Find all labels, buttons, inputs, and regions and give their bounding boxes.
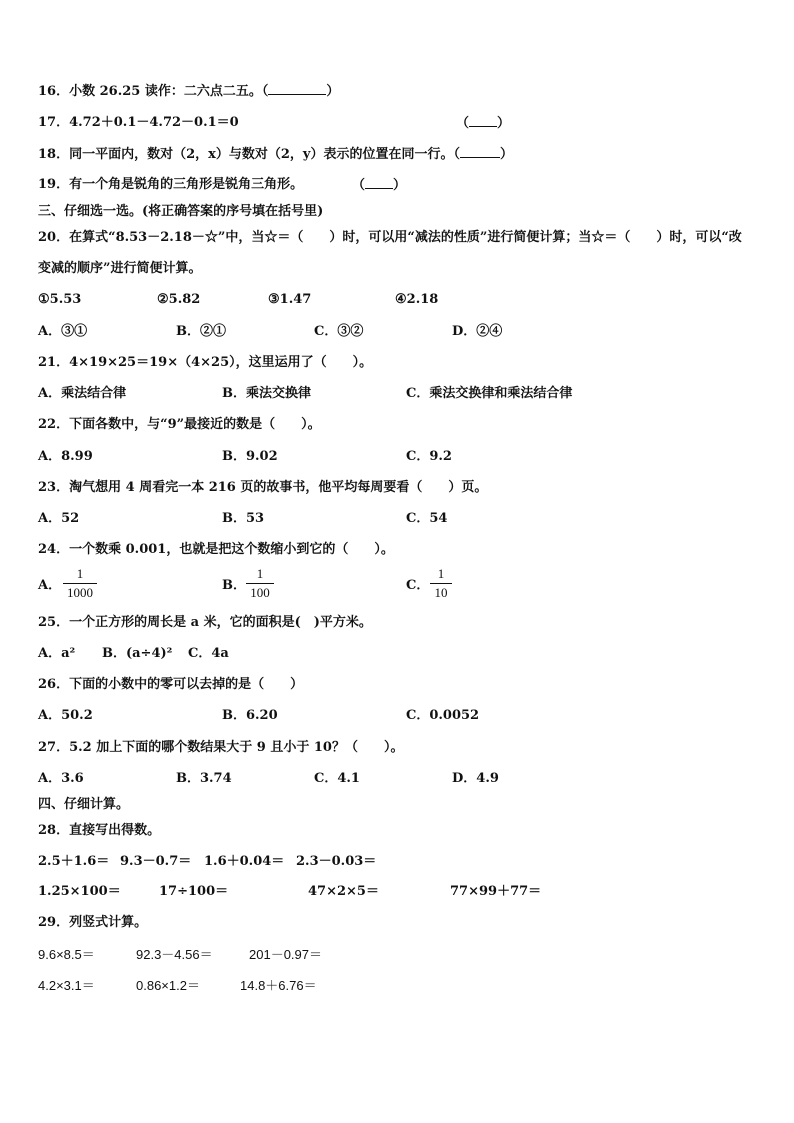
question-21-option-c[interactable]: C．乘法交换律和乘法结合律 (406, 386, 573, 401)
question-26-option-a[interactable]: A．50.2 (38, 708, 93, 723)
question-26-option-c[interactable]: C．0.0052 (406, 708, 480, 723)
question-20-option-d[interactable]: D．②④ (452, 324, 503, 339)
question-17-bracket: （ ） (456, 116, 511, 131)
vertical-calc-item: 4.2×3.1＝ (38, 978, 95, 993)
calc-item: 47×2×5＝ (308, 884, 379, 899)
question-27-option-c[interactable]: C．4.1 (314, 771, 360, 786)
question-20-item-1: ①5.53 (38, 292, 82, 307)
question-24-option-b-label[interactable]: B． (222, 578, 246, 593)
question-20-line-2: 变减的顺序”进行简便计算。 (38, 261, 202, 276)
question-27-option-b[interactable]: B．3.74 (176, 771, 232, 786)
vertical-calc-item: 0.86×1.2＝ (136, 978, 200, 993)
question-20-option-c[interactable]: C．③② (314, 324, 364, 339)
question-20-item-2: ②5.82 (157, 292, 201, 307)
question-20-option-b[interactable]: B．②① (176, 324, 226, 339)
section-3-heading: 三、仔细选一选。(将正确答案的序号填在括号里) (38, 204, 324, 219)
question-27: 27．5.2 加上下面的哪个数结果大于 9 且小于 10？（ ）。 (38, 740, 404, 755)
question-22: 22．下面各数中，与“9”最接近的数是（ ）。 (38, 417, 321, 432)
fraction-1-100: 1 100 (246, 566, 274, 601)
question-24: 24．一个数乘 0.001，也就是把这个数缩小到它的（ ）。 (38, 542, 394, 557)
question-24-option-a-label[interactable]: A． (38, 578, 62, 593)
question-23-option-c[interactable]: C．54 (406, 511, 448, 526)
question-19: 19．有一个角是锐角的三角形是锐角三角形。 (38, 177, 304, 192)
question-19-bracket: （ ） (352, 178, 407, 193)
fraction-bar (246, 583, 274, 584)
question-21-option-b[interactable]: B．乘法交换律 (222, 386, 311, 401)
section-4-heading: 四、仔细计算。 (38, 797, 130, 812)
fraction-1-10: 1 10 (430, 566, 452, 601)
question-26: 26．下面的小数中的零可以去掉的是（ ） (38, 677, 304, 692)
question-27-option-a[interactable]: A．3.6 (38, 771, 84, 786)
question-21-option-a[interactable]: A．乘法结合律 (38, 386, 127, 401)
calc-item: 1.25×100＝ (38, 884, 121, 899)
question-17: 17．4.72＋0.1－4.72－0.1＝0 (38, 115, 239, 130)
question-28: 28．直接写出得数。 (38, 823, 161, 838)
fraction-bar (430, 583, 452, 584)
vertical-calc-item: 92.3－4.56＝ (136, 947, 213, 962)
question-25: 25．一个正方形的周长是 a 米，它的面积是( )平方米。 (38, 615, 372, 630)
calc-item: 2.3－0.03＝ (296, 854, 377, 869)
question-21: 21．4×19×25＝19×（4×25），这里运用了（ ）。 (38, 355, 373, 370)
question-20-line-1: 20．在算式“8.53－2.18－☆”中，当☆＝（ ）时，可以用“减法的性质”进行简便计算；当☆＝（ ）时，可以“改 (38, 230, 742, 245)
answer-blank[interactable] (365, 176, 393, 189)
question-25-option-a[interactable]: A．a² (38, 646, 76, 661)
vertical-calc-item: 201－0.97＝ (249, 947, 322, 962)
question-24-option-c-label[interactable]: C． (406, 578, 430, 593)
question-25-option-b[interactable]: B．(a÷4)² (102, 646, 173, 661)
vertical-calc-item: 14.8＋6.76＝ (240, 978, 317, 993)
answer-blank[interactable] (460, 145, 500, 158)
question-27-option-d[interactable]: D．4.9 (452, 771, 499, 786)
calc-item: 77×99＋77＝ (450, 884, 542, 899)
question-18: 18．同一平面内，数对（2，x）与数对（2，y）表示的位置在同一行。（ ） (38, 147, 514, 162)
question-23-option-a[interactable]: A．52 (38, 511, 80, 526)
calc-item: 2.5＋1.6＝ (38, 854, 110, 869)
answer-blank[interactable] (469, 114, 497, 127)
question-29: 29．列竖式计算。 (38, 915, 148, 930)
question-25-option-c[interactable]: C．4a (188, 646, 229, 661)
question-23-option-b[interactable]: B．53 (222, 511, 265, 526)
vertical-calc-item: 9.6×8.5＝ (38, 947, 95, 962)
calc-item: 1.6＋0.04＝ (204, 854, 285, 869)
question-22-option-c[interactable]: C．9.2 (406, 449, 452, 464)
question-26-option-b[interactable]: B．6.20 (222, 708, 278, 723)
fraction-bar (63, 583, 97, 584)
question-20-item-3: ③1.47 (268, 292, 312, 307)
answer-blank[interactable] (268, 82, 326, 95)
question-22-option-a[interactable]: A．8.99 (38, 449, 93, 464)
question-22-option-b[interactable]: B．9.02 (222, 449, 278, 464)
calc-item: 9.3－0.7＝ (120, 854, 192, 869)
question-20-item-4: ④2.18 (395, 292, 439, 307)
calc-item: 17÷100＝ (159, 884, 229, 899)
question-16: 16．小数 26.25 读作：二六点二五。（ ） (38, 84, 340, 99)
question-20-option-a[interactable]: A．③① (38, 324, 88, 339)
fraction-1-1000: 1 1000 (63, 566, 97, 601)
question-23: 23．淘气想用 4 周看完一本 216 页的故事书，他平均每周要看（ ）页。 (38, 480, 488, 495)
